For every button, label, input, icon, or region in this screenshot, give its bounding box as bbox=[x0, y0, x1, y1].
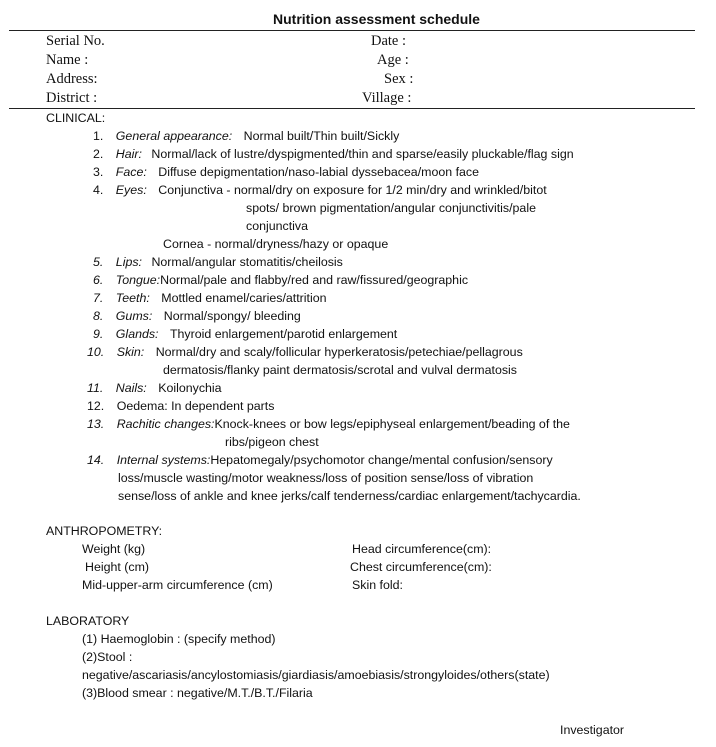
sex-label: Sex : bbox=[384, 71, 414, 87]
muac-label: Mid-upper-arm circumference (cm) bbox=[82, 578, 273, 592]
item-text: Normal/pale and flabby/red and raw/fissured/geographic bbox=[160, 273, 469, 287]
serial-no-label: Serial No. bbox=[46, 33, 105, 49]
item-label: Hair: bbox=[115, 147, 142, 161]
height-label: Height (cm) bbox=[85, 560, 150, 574]
item-text: Normal/dry and scaly/follicular hyperkeratosis/petechiae/pellagrous bbox=[155, 345, 523, 359]
village-label: Village : bbox=[362, 90, 412, 106]
item-number: 10. bbox=[87, 345, 105, 359]
clinical-heading: CLINICAL: bbox=[46, 111, 106, 125]
item-number: 2. bbox=[93, 147, 104, 161]
item-text: Diffuse depigmentation/naso-labial dyssebacea/moon face bbox=[158, 165, 480, 179]
weight-label: Weight (kg) bbox=[82, 542, 146, 556]
list-item bbox=[93, 129, 399, 143]
list-item bbox=[87, 453, 553, 467]
item-text: Conjunctiva - normal/dry on exposure for 1/2 min/dry and wrinkled/bitot bbox=[158, 183, 547, 197]
item-label: Rachitic changes: bbox=[116, 417, 215, 431]
item-text: Thyroid enlargement/parotid enlargement bbox=[169, 327, 398, 341]
item-text: Mottled enamel/caries/attrition bbox=[161, 291, 327, 305]
item-number: 9. bbox=[93, 327, 104, 341]
item-number: 4. bbox=[93, 183, 104, 197]
cornea-line: Cornea - normal/dryness/hazy or opaque bbox=[163, 237, 389, 251]
item-label: Lips: bbox=[115, 255, 142, 269]
list-item bbox=[93, 291, 327, 305]
item-continuation: conjunctiva bbox=[246, 219, 308, 233]
haemoglobin-line: (1) Haemoglobin : (specify method) bbox=[82, 632, 276, 646]
item-number: 1. bbox=[93, 129, 104, 143]
list-item bbox=[93, 147, 574, 161]
item-label: Teeth: bbox=[115, 291, 150, 305]
item-text: Koilonychia bbox=[158, 381, 222, 395]
item-continuation: dermatosis/flanky paint dermatosis/scrotal and vulval dermatosis bbox=[163, 363, 517, 377]
item-text: Oedema: In dependent parts bbox=[116, 399, 275, 413]
document-title: Nutrition assessment schedule bbox=[273, 11, 480, 27]
laboratory-heading: LABORATORY bbox=[46, 614, 130, 628]
list-item bbox=[87, 345, 523, 359]
item-number: 8. bbox=[93, 309, 104, 323]
item-label: Tongue: bbox=[115, 273, 161, 287]
item-number: 11. bbox=[87, 381, 104, 395]
age-label: Age : bbox=[377, 52, 409, 68]
item-text: Hepatomegaly/psychomotor change/mental confusion/sensory bbox=[210, 453, 553, 467]
skin-fold-label: Skin fold: bbox=[352, 578, 403, 592]
item-number: 5. bbox=[93, 255, 104, 269]
item-continuation: loss/muscle wasting/motor weakness/loss of position sense/loss of vibration bbox=[118, 471, 534, 485]
item-number: 12. bbox=[87, 399, 105, 413]
item-label: Skin: bbox=[116, 345, 145, 359]
list-item bbox=[87, 399, 274, 413]
item-continuation: sense/loss of ankle and knee jerks/calf tenderness/cardiac enlargement/tachycardia. bbox=[118, 489, 581, 503]
item-text: Normal/lack of lustre/dyspigmented/thin and sparse/easily pluckable/flag sign bbox=[151, 147, 574, 161]
item-label: Gums: bbox=[115, 309, 153, 323]
item-text: Normal/spongy/ bleeding bbox=[163, 309, 301, 323]
item-label: Internal systems: bbox=[116, 453, 211, 467]
stool-line: (2)Stool : bbox=[82, 650, 133, 664]
address-label: Address: bbox=[46, 71, 98, 87]
header-bottom-rule bbox=[9, 108, 695, 109]
item-label: Glands: bbox=[115, 327, 159, 341]
item-text: Knock-knees or bow legs/epiphyseal enlargement/beading of the bbox=[214, 417, 570, 431]
item-number: 7. bbox=[93, 291, 104, 305]
investigator-label: Investigator bbox=[560, 723, 625, 737]
head-circumference-label: Head circumference(cm): bbox=[352, 542, 492, 556]
date-label: Date : bbox=[371, 33, 407, 49]
item-continuation: ribs/pigeon chest bbox=[225, 435, 319, 449]
list-item bbox=[93, 255, 343, 269]
item-label: Face: bbox=[115, 165, 147, 179]
item-number: 6. bbox=[93, 273, 104, 287]
item-label: General appearance: bbox=[115, 129, 233, 143]
list-item bbox=[87, 381, 222, 395]
list-item bbox=[93, 273, 468, 287]
list-item bbox=[87, 417, 570, 431]
item-label: Nails: bbox=[115, 381, 147, 395]
item-number: 13. bbox=[87, 417, 105, 431]
list-item bbox=[93, 309, 301, 323]
item-continuation: spots/ brown pigmentation/angular conjunctivitis/pale bbox=[246, 201, 536, 215]
stool-options-line: negative/ascariasis/ancylostomiasis/giardiasis/amoebiasis/strongyloides/others(state) bbox=[82, 668, 550, 682]
chest-circumference-label: Chest circumference(cm): bbox=[350, 560, 492, 574]
item-number: 14. bbox=[87, 453, 105, 467]
list-item bbox=[93, 183, 547, 197]
blood-smear-line: (3)Blood smear : negative/M.T./B.T./Filaria bbox=[82, 686, 313, 700]
anthropometry-heading: ANTHROPOMETRY: bbox=[46, 524, 163, 538]
list-item bbox=[93, 165, 479, 179]
item-text: Normal built/Thin built/Sickly bbox=[243, 129, 400, 143]
name-label: Name : bbox=[46, 52, 89, 68]
header-top-rule bbox=[9, 30, 695, 31]
list-item bbox=[93, 327, 397, 341]
item-label: Eyes: bbox=[115, 183, 147, 197]
item-text: Normal/angular stomatitis/cheilosis bbox=[151, 255, 343, 269]
item-number: 3. bbox=[93, 165, 104, 179]
district-label: District : bbox=[46, 90, 98, 106]
